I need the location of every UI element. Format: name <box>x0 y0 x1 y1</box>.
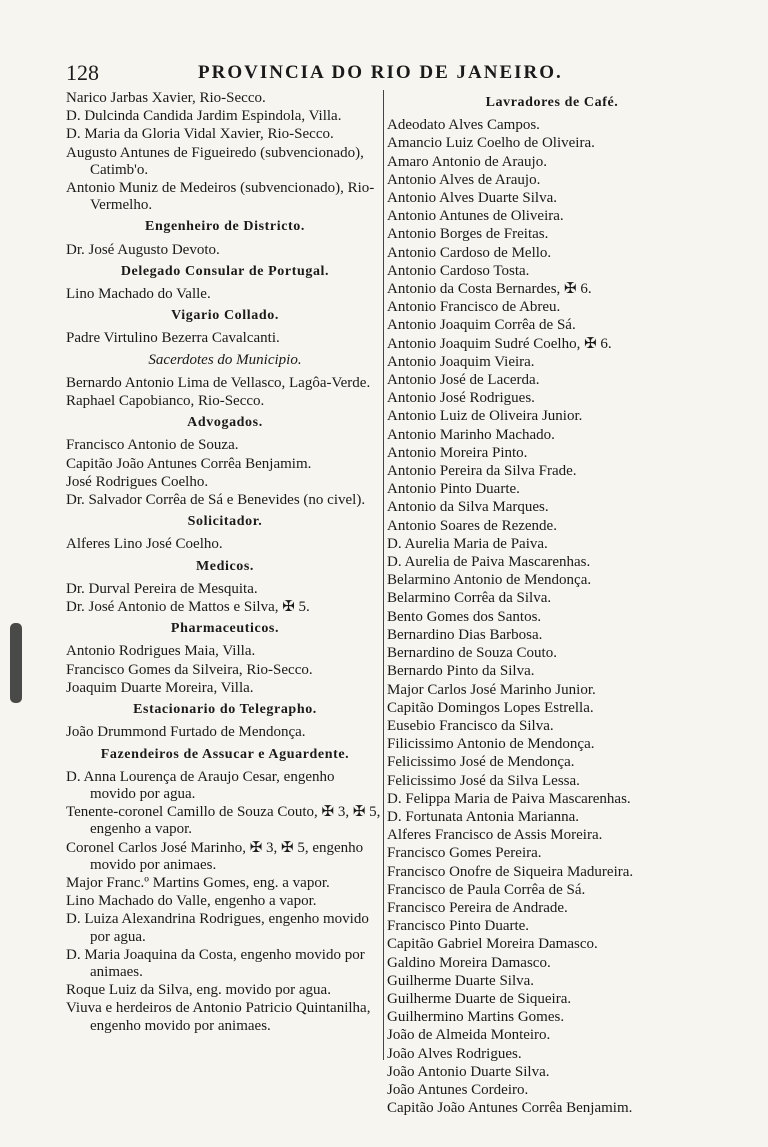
entry: Antonio Joaquim Vieira. <box>387 353 535 370</box>
section-heading: Medicos. <box>195 558 255 574</box>
section-advogados <box>66 414 384 509</box>
entry: João Alves Rodrigues. <box>387 1045 522 1062</box>
entry: Antonio Pereira da Silva Frade. <box>387 463 577 480</box>
entry: Antonio Joaquim Corrêa de Sá. <box>387 317 576 334</box>
entry: D. Luiza Alexandrina Rodrigues, engenho movido por agua. <box>66 911 369 945</box>
entry: Joaquim Duarte Moreira, Villa. <box>66 679 254 696</box>
entry: D. Maria Joaquina da Costa, engenho movido por animaes. <box>66 946 365 980</box>
page-header <box>66 60 706 84</box>
entry: Francisco Pereira de Andrade. <box>387 899 568 916</box>
section-vigario <box>66 307 384 347</box>
page-number: 128 <box>66 60 99 85</box>
section-delegado <box>66 263 384 303</box>
entry: Felicissimo José de Mendonça. <box>387 754 575 771</box>
entry: Antonio Luiz de Oliveira Junior. <box>387 408 583 425</box>
entry: Alferes Lino José Coelho. <box>66 536 223 553</box>
entry: Antonio Alves de Araujo. <box>387 171 541 188</box>
entry: Antonio Cardoso Tosta. <box>387 262 530 279</box>
entry: Francisco Gomes Pereira. <box>387 845 542 862</box>
entry: João Drummond Furtado de Mendonça. <box>66 724 306 741</box>
section-telegrapho <box>66 701 384 741</box>
entry: Amaro Antonio de Araujo. <box>387 153 547 170</box>
entry: Capitão Domingos Lopes Estrella. <box>387 699 594 716</box>
entry: Dr. José Augusto Devoto. <box>66 241 220 258</box>
entry: Antonio Joaquim Sudré Coelho, ✠ 6. <box>387 335 612 352</box>
entry: Antonio da Costa Bernardes, ✠ 6. <box>387 281 592 298</box>
intro-list <box>66 90 384 214</box>
entry: Antonio Borges de Freitas. <box>387 226 549 243</box>
section-heading: Pharmaceuticos. <box>170 621 280 637</box>
entry: Bento Gomes dos Santos. <box>387 608 542 625</box>
section-heading: Delegado Consular de Portugal. <box>120 263 330 279</box>
entry: Coronel Carlos José Marinho, ✠ 3, ✠ 5, engenho movido por animaes. <box>66 839 364 873</box>
entry: Guilherme Duarte Silva. <box>387 972 535 989</box>
entry: Viuva e herdeiros de Antonio Patricio Quintanilha, engenho movido por animaes. <box>66 1000 371 1034</box>
entry: João Antonio Duarte Silva. <box>387 1063 550 1080</box>
section-heading: Solicitador. <box>187 514 263 530</box>
section-pharmaceuticos <box>66 620 384 697</box>
entry: Galdino Moreira Damasco. <box>387 954 551 971</box>
entry: Raphael Capobianco, Rio-Secco. <box>66 393 265 410</box>
entry: Antonio Pinto Duarte. <box>387 481 520 498</box>
entry: Antonio Soares de Rezende. <box>387 517 557 534</box>
entry: Antonio José Rodrigues. <box>387 390 535 407</box>
section-heading-lavradores: Lavradores de Café. <box>485 95 619 110</box>
entry: Bernardino Dias Barbosa. <box>387 626 543 643</box>
entry: Antonio Rodrigues Maia, Villa. <box>66 643 256 660</box>
entry: Bernardino de Souza Couto. <box>387 645 557 662</box>
entry: Amancio Luiz Coelho de Oliveira. <box>387 135 595 152</box>
entry: Eusebio Francisco da Silva. <box>387 717 554 734</box>
entry: Belarmino Corrêa da Silva. <box>387 590 552 607</box>
entry: Bernardo Antonio Lima de Vellasco, Lagôa-Verde. <box>66 374 371 391</box>
entry: Belarmino Antonio de Mendonça. <box>387 572 592 589</box>
entry: Francisco de Paula Corrêa de Sá. <box>387 881 586 898</box>
entry: Antonio Alves Duarte Silva. <box>387 190 557 207</box>
entry: Augusto Antunes de Figueiredo (subvencionado), Catimb'o. <box>66 144 364 178</box>
entry: Capitão João Antunes Corrêa Benjamim. <box>66 455 312 472</box>
entry: Capitão João Antunes Corrêa Benjamim. <box>387 1100 633 1117</box>
entry: Guilherme Duarte de Siqueira. <box>387 990 572 1007</box>
entry: D. Anna Lourença de Araujo Cesar, engenho movido por agua. <box>66 768 335 802</box>
entry: D. Aurelia de Paiva Mascarenhas. <box>387 554 591 571</box>
entry: D. Felippa Maria de Paiva Mascarenhas. <box>387 790 631 807</box>
entry: Antonio Muniz de Medeiros (subvencionado), Rio-Vermelho. <box>66 180 375 214</box>
entry: Guilhermino Martins Gomes. <box>387 1009 565 1026</box>
entry: D. Maria da Gloria Vidal Xavier, Rio-Secco. <box>66 126 334 143</box>
entry: Francisco Gomes da Silveira, Rio-Secco. <box>66 661 313 678</box>
section-heading: Estacionario do Telegrapho. <box>133 702 317 718</box>
section-solicitador <box>66 513 384 553</box>
entry: Bernardo Pinto da Silva. <box>387 663 535 680</box>
left-column <box>66 90 384 1036</box>
lavradores-list <box>387 117 717 1117</box>
entry: Major Carlos José Marinho Junior. <box>387 681 596 698</box>
entry: Major Franc.º Martins Gomes, eng. a vapor. <box>66 874 330 891</box>
entry: Lino Machado do Valle, engenho a vapor. <box>66 893 317 910</box>
entry: João Antunes Cordeiro. <box>387 1081 529 1098</box>
entry: José Rodrigues Coelho. <box>66 473 209 490</box>
section-heading: Fazendeiros de Assucar e Aguardente. <box>100 746 350 762</box>
entry: Padre Virtulino Bezerra Cavalcanti. <box>66 330 280 347</box>
entry: Antonio Francisco de Abreu. <box>387 299 561 316</box>
entry: Antonio José de Lacerda. <box>387 372 540 389</box>
entry: D. Dulcinda Candida Jardim Espindola, Villa. <box>66 108 342 125</box>
section-sacerdotes <box>66 352 384 411</box>
entry: Francisco Antonio de Souza. <box>66 437 239 454</box>
entry: Francisco Pinto Duarte. <box>387 918 530 935</box>
entry: Antonio Marinho Machado. <box>387 426 555 443</box>
entry: Alferes Francisco de Assis Moreira. <box>387 827 603 844</box>
entry: Antonio Moreira Pinto. <box>387 444 528 461</box>
entry: Lino Machado do Valle. <box>66 286 211 303</box>
entry: Antonio Antunes de Oliveira. <box>387 208 564 225</box>
entry: Tenente-coronel Camillo de Souza Couto, ✠ 3, ✠ 5, engenho a vapor. <box>66 804 381 838</box>
entry: Adeodato Alves Campos. <box>387 117 540 134</box>
entry: D. Fortunata Antonia Marianna. <box>387 808 580 825</box>
entry: Capitão Gabriel Moreira Damasco. <box>387 936 598 953</box>
entry: Dr. Salvador Corrêa de Sá e Benevides (no civel). <box>66 492 366 509</box>
section-heading: Sacerdotes do Municipio. <box>148 351 302 368</box>
entry: Dr. José Antonio de Mattos e Silva, ✠ 5. <box>66 599 310 616</box>
entry: João de Almeida Monteiro. <box>387 1027 551 1044</box>
entry: Dr. Durval Pereira de Mesquita. <box>66 580 258 597</box>
section-heading: Engenheiro de Districto. <box>145 219 305 235</box>
binding-stain <box>10 623 22 703</box>
section-medicos <box>66 558 384 617</box>
running-title: PROVINCIA DO RIO DE JANEIRO. <box>198 62 563 83</box>
entry: Antonio da Silva Marques. <box>387 499 549 516</box>
entry: Filicissimo Antonio de Mendonça. <box>387 736 595 753</box>
entry: Roque Luiz da Silva, eng. movido por agua. <box>66 982 331 999</box>
section-heading: Vigario Collado. <box>171 308 279 324</box>
entry: Narico Jarbas Xavier, Rio-Secco. <box>66 90 266 106</box>
right-column <box>387 90 717 1118</box>
entry: Felicissimo José da Silva Lessa. <box>387 772 580 789</box>
entry: Francisco Onofre de Siqueira Madureira. <box>387 863 634 880</box>
section-heading: Advogados. <box>187 415 263 431</box>
entry: D. Aurelia Maria de Paiva. <box>387 535 548 552</box>
section-engenheiro <box>66 218 384 258</box>
entry: Antonio Cardoso de Mello. <box>387 244 552 261</box>
section-fazendeiros <box>66 746 384 1035</box>
